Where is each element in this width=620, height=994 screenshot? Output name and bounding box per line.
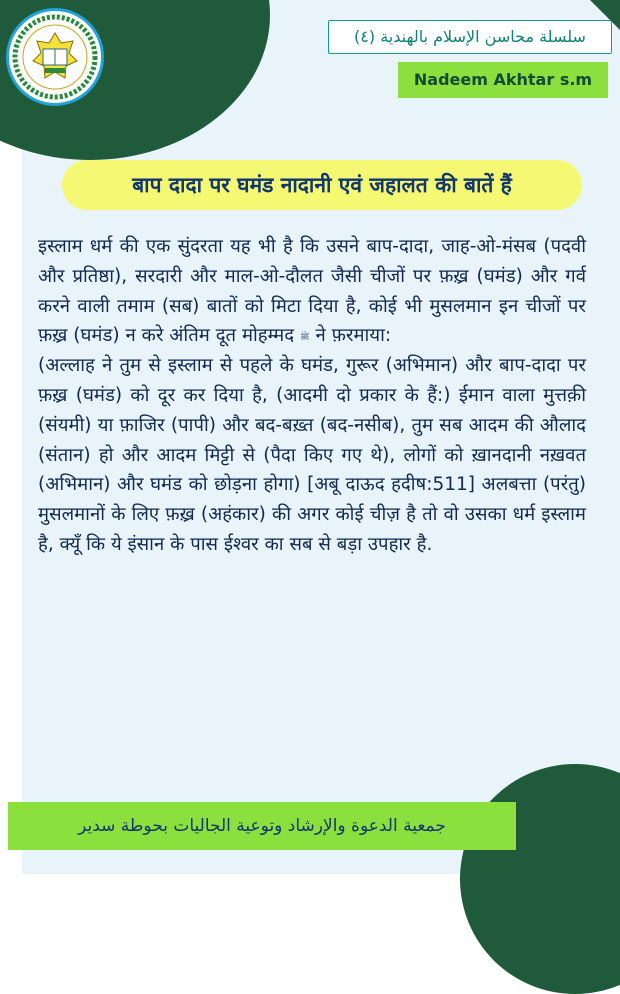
article-body xyxy=(38,232,586,560)
paragraph-1 xyxy=(38,232,586,351)
logo-emblem-icon xyxy=(9,11,101,103)
footer-organization-name: جمعية الدعوة والإرشاد وتوعية الجاليات بحوطة سدير xyxy=(8,802,516,850)
salutation-mark: ﷺ xyxy=(299,331,310,341)
paragraph-1-end: ने फ़रमाया: xyxy=(315,325,392,347)
paragraph-2: (अल्लाह ने तुम से इस्लाम से पहले के घमंड, गुरूर (अभिमान) और बाप-दादा पर फ़ख़्र (घमंड) को दूर कर दिया है, (आदमी दो प्रकार के हैं:) ईमान वाला मुत्तक़ी (संयमी) या फ़ाजिर (पापी) और बद-बख़्त (बद-नसीब), तुम सब आदम की औलाद (संतान) हो और आदम मिट्टी से (पैदा किए गए थे), लोगों को ख़ानदानी नख़वत (अभिमान) और घमंड को छोड़ना होगा) [अबू दाऊद हदीष:511] अलबत्ता (परंतु) मुसलमानों के लिए फ़ख़्र (अहंकार) की अगर कोई चीज़ है तो वो उसका धर्म इस्लाम है, क्यूँ कि ये इंसान के पास ईश्वर का सब से बड़ा उपहार है. xyxy=(38,355,586,555)
organization-logo xyxy=(6,8,104,106)
author-name: Nadeem Akhtar s.m xyxy=(398,62,608,98)
paragraph-1-text: इस्लाम धर्म की एक सुंदरता यह भी है कि उसने बाप-दादा, जाह-ओ-मंसब (पदवी और प्रतिष्ठा), सरदारी और माल-ओ-दौलत जैसी चीजों पर फ़ख़्र (घमंड) और गर्व करने वाली तमाम (सब) बातों को मिटा दिया है, कोई भी मुसलमान इन चीजों पर फ़ख़्र (घमंड) न करे अंतिम दूत मोहम्मद xyxy=(38,236,586,347)
page-heading: बाप दादा पर घमंड नादानी एवं जहालत की बातें हैं xyxy=(62,160,582,210)
series-title: سلسلة محاسن الإسلام بالهندية (٤) xyxy=(328,20,612,54)
